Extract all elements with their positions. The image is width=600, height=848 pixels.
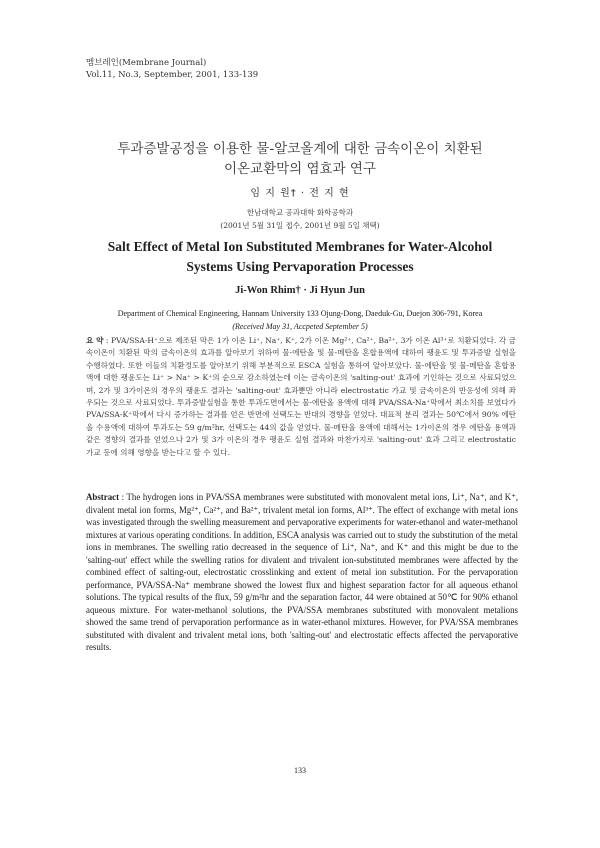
page-number: 133 [294,766,306,775]
korean-title-line-1: 투과증발공정을 이용한 물-알코올계에 대한 금속이온이 치환된 [117,141,483,157]
english-title-line-1: Salt Effect of Metal Ion Substituted Membranes for Water-Alcohol [107,239,493,254]
english-affiliation: Department of Chemical Engineering, Hannam University 133 Ojung-Dong, Daeduk-Gu, Duejon 306-791, Korea [117,309,483,318]
journal-volume: Vol.11, No.3, September, 2001, 133-139 [86,70,259,80]
korean-title-line-2: 이온교환막의 염효과 연구 [223,161,377,177]
journal-header [86,57,258,81]
korean-dates: (2001년 5월 31일 접수, 2001년 9월 5일 채택) [220,221,380,230]
english-dates: (Received May 31, Accpeted September 5) [232,322,368,331]
korean-affiliation: 한남대학교 공과대학 화학공학과 [246,208,354,217]
journal-name: 멤브레인(Membrane Journal) [86,58,207,68]
korean-affiliation-block [0,206,600,232]
english-title-line-2: Systems Using Pervaporation Processes [186,259,414,274]
english-abstract-text: : The hydrogen ions in PVA/SSA membranes were substituted with monovalent metal ions, Li⁺, Na⁺, and K⁺, divalent metal ion forms, Mg²⁺, Ca²⁺, and Ba²⁺, trivalent metal ion forms, Al³⁺. The effect of exchange with metal ions was investigated through the swelling measurement and pervaporative experiments for water-ethanol and water-methanol mixtures at various operating conditions. In addition, ESCA analysis was carried out to study the substitution of the metal ions in membranes. The swelling ratio decreased in the sequence of Li⁺, Na⁺, and K⁺ and this might be due to the 'salting-out' effect while the swelling ratios for divalent and trivalent ion-substituted membranes were affected by the combined effect of salting-out, electrostatic crosslinking and extent of metal ion substitution. For the pervaporation performance, PVA/SSA-Na⁺ membrane showed the lowest flux and highest separation factor for all aqueous ethanol solutions. The typical results of the flux, 59 g/m²hr and the separation factor, 44 were obtained at 50℃ for 90% ethanol aqueous mixture. For water-methanol solutions, the PVA/SSA membranes substituted with monovalent metalions showed the same trend of pervaporation performance as in water-ethanol mixtures. However, for PVA/SSA membranes substituted with divalent and trivalent metal ions, both 'salting-out' and electrostatic effects affected the pervaporative results. [86,492,519,652]
korean-title [0,139,600,179]
korean-abstract-text: : PVA/SSA-H⁺으로 제조된 막은 1가 이온 Li⁺, Na⁺, K⁺, 2가 이온 Mg²⁺, Ca²⁺, Ba²⁺, 3가 이온 Al³⁺로 치환되었다. 각 금속이온이 치환된 막의 금속이온의 효과를 알아보기 위하여 물-에탄올 및 물-메탄올 혼합용액에 대하여 팽윤도 및 투과증발 실험을 수행하였다. 또한 이들의 치환정도를 알아보기 위해 부분적으로 ESCA 실험을 통하여 알아보았다. 물-에탄올 및 물-메탄올 혼합용액에 대한 팽윤도는 Li⁺ > Na⁺ > K⁺의 순으로 감소하였는데 이는 금속이온의 'salting-out' 효과에 기인하는 것으로 사료되었으며, 2가 및 3가이온의 경우의 팽윤도 결과는 'salting-out' 효과뿐만 아니라 electrostatic 가교 및 금속이온의 반응성에 의해 좌우되는 것으로 사료되었다. 투과증발실험을 통한 투과도면에서는 물-에탄올 용액에 대해 PVA/SSA-Na⁺막에서 최소치를 보였다가 PVA/SSA-K⁺막에서 다시 증가하는 결과를 얻은 반면에 선택도는 반대의 경향을 얻었다. 대표적 분리 결과는 50℃에서 90% 에탄올 수용액에 대하여 투과도는 59 g/m²hr, 선택도는 44의 값을 얻었다. 물-메탄올 용액에 대해서는 1가이온의 경우 에탄올 용액과 같은 경향의 결과를 얻었으나 2가 및 3가 이온의 경우 팽윤도 실험 결과와 마찬가지로 'salting-out' 효과 그리고 electrostatic 가교 등에 의해 영향을 받는다고 할 수 있다. [86,336,516,457]
korean-abstract-label: 요 약 [86,336,104,345]
english-abstract [86,491,518,654]
korean-authors: 임 지 원† · 전 지 현 [250,188,350,199]
english-title [0,237,600,277]
korean-abstract [86,335,516,459]
english-affiliation-block [0,307,600,333]
english-abstract-label: Abstract [86,492,120,502]
english-authors: Ji-Won Rhim† · Ji Hyun Jun [235,285,365,296]
